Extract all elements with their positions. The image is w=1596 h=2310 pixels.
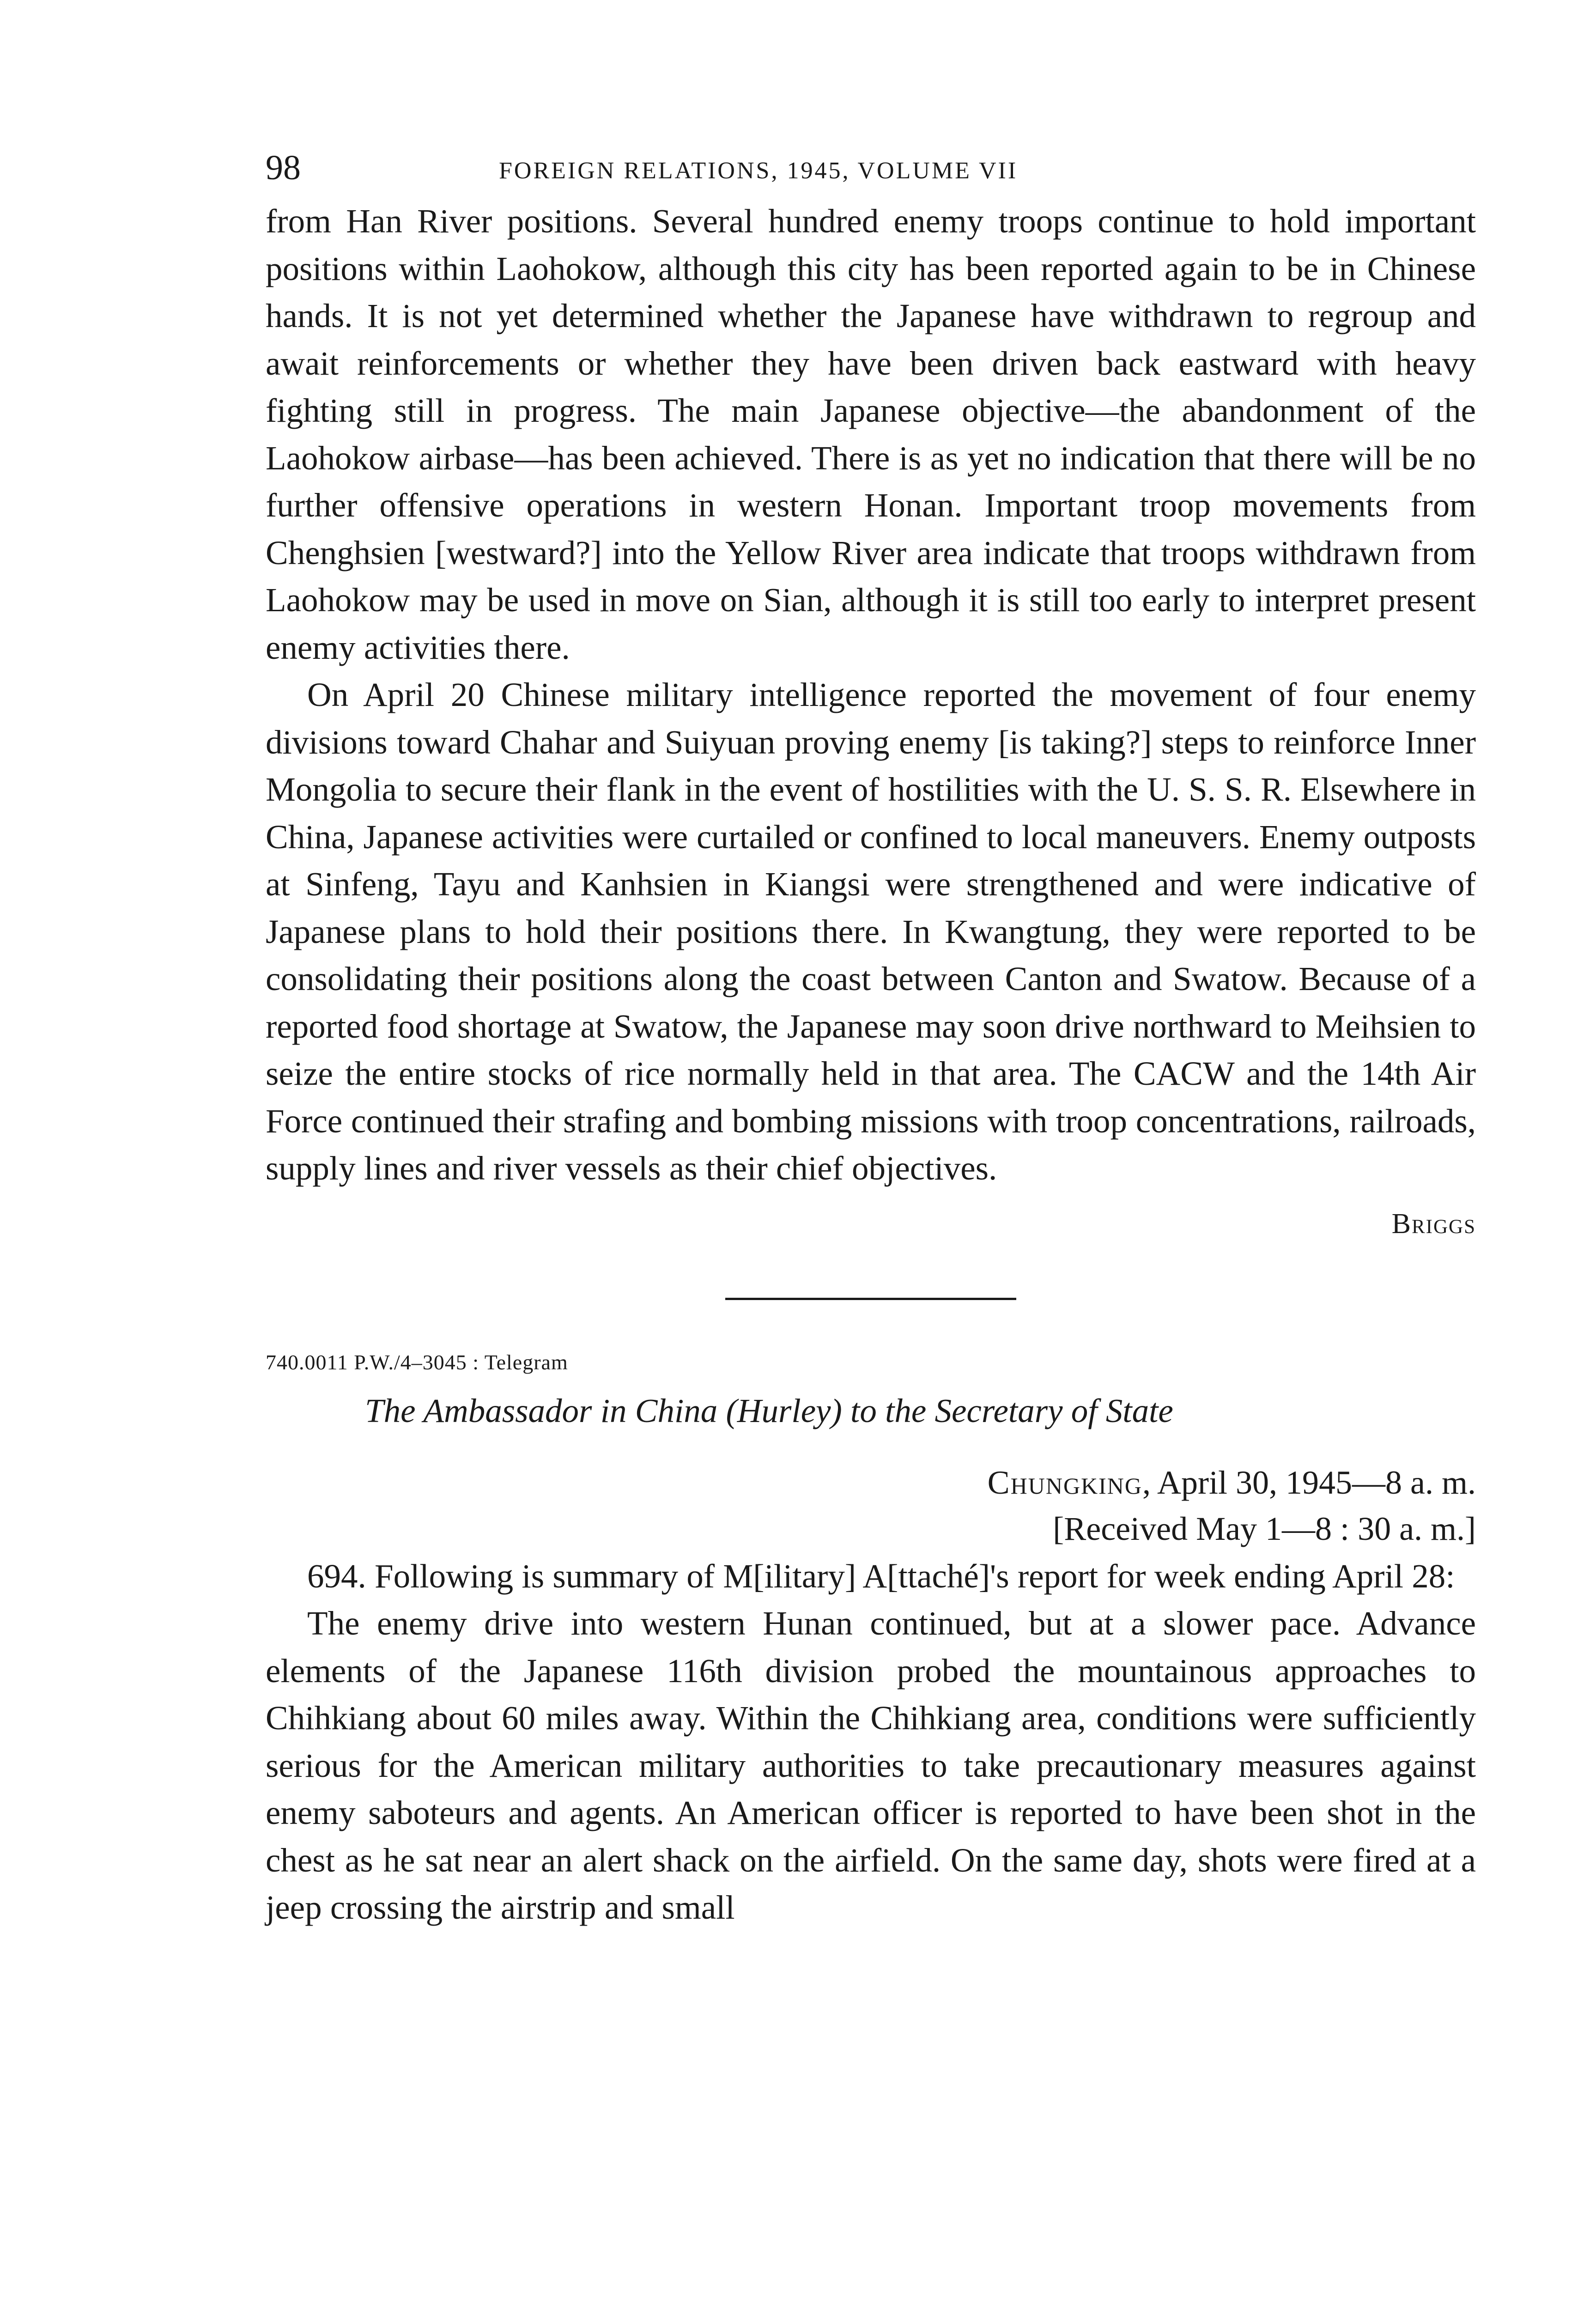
document-page: [266, 147, 1476, 1932]
dateline-place: Chungking: [987, 1464, 1143, 1501]
telegram-body: [266, 1553, 1476, 1932]
received-note: [Received May 1—8 : 30 a. m.]: [1053, 1510, 1476, 1547]
report-paragraph: On April 20 Chinese military intelligence reported the movement of four enemy divisions toward Chahar and Suiyuan proving enemy [is taking?] steps to reinforce Inner Mongolia to secure their flank in the event of hostilities with the U. S. S. R. Elsewhere in China, Japanese activities were curtailed or confined to local maneuvers. Enemy outposts at Sinfeng, Tayu and Kanhsien in Kiangsi were strengthened and were indicative of Japanese plans to hold their positions there. In Kwangtung, they were reported to be consolidating their positions along the coast between Canton and Swatow. Because of a reported food shortage at Swatow, the Japanese may soon drive northward to Meihsien to seize the entire stocks of rice normally held in that area. The CACW and the 14th Air Force continued their strafing and bombing missions with troop concentrations, railroads, supply lines and river vessels as their chief objectives.: [266, 676, 1476, 1187]
running-head: FOREIGN RELATIONS, 1945, VOLUME VII: [499, 158, 1018, 184]
dateline: [266, 1459, 1476, 1506]
section-divider: [725, 1298, 1016, 1300]
continued-paragraph: from Han River positions. Several hundred enemy troops continue to hold important positions within Laohokow, although this city has been reported again to be in Chinese hands. It is not yet determined whether the Japanese have withdrawn to regroup and await reinforcements or whether they have been driven back eastward with heavy fighting still in progress. The main Japanese objective—the abandonment of the Laohokow airbase—has been achieved. There is as yet no indication that there will be no further offensive operations in western Honan. Important troop movements from Chenghsien [westward?] into the Yellow River area indicate that troops withdrawn from Laohokow may be used in move on Sian, although it is still too early to interpret present enemy activities there.: [266, 202, 1476, 666]
telegram-paragraph: The enemy drive into western Hunan continued, but at a slower pace. Advance elements of the Japanese 116th division probed the mountainous approaches to Chihkiang about 60 miles away. Within the Chihkiang area, conditions were sufficiently serious for the American military authorities to take precautionary measures against enemy saboteurs and agents. An American officer is reported to have been shot in the chest as he sat near an alert shack on the airfield. On the same day, shots were fired at a jeep crossing the airstrip and small: [266, 1605, 1476, 1926]
file-reference: 740.0011 P.W./4–3045 : Telegram: [266, 1350, 568, 1374]
continued-report: [266, 198, 1476, 1192]
signature: Briggs: [1391, 1208, 1476, 1240]
dateline-date: , April 30, 1945—8 a. m.: [1142, 1464, 1476, 1501]
page-header: [266, 147, 1476, 198]
page-number: 98: [266, 148, 301, 187]
document-title: The Ambassador in China (Hurley) to the Secretary of State: [365, 1392, 1173, 1429]
telegram-paragraph: 694. Following is summary of M[ilitary] A[ttaché]'s report for week ending April 28:: [307, 1557, 1455, 1595]
